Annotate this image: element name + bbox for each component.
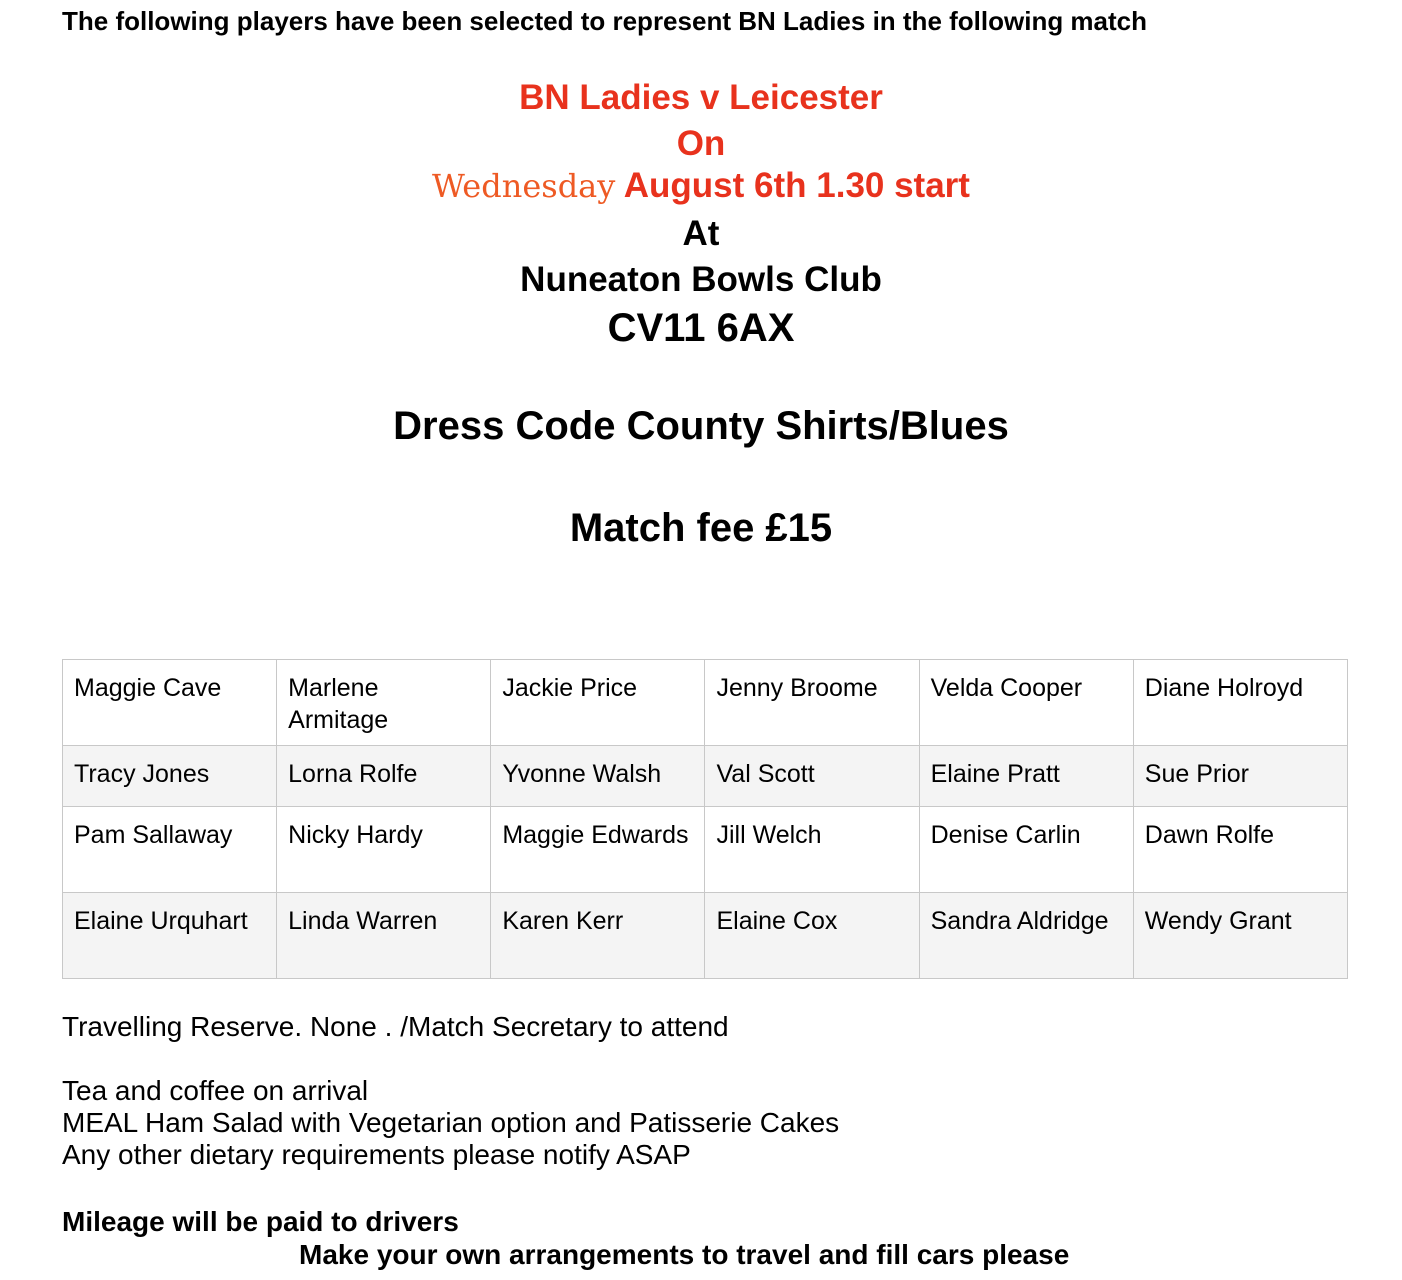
table-row: [63, 807, 1348, 893]
mileage-note: Mileage will be paid to drivers: [62, 1206, 459, 1237]
travel-note: Make your own arrangements to travel and fill cars please: [299, 1239, 1070, 1270]
player-cell: Elaine Cox: [705, 893, 919, 979]
catering-meal: MEAL Ham Salad with Vegetarian option and Patisserie Cakes: [62, 1107, 840, 1138]
player-cell: Nicky Hardy: [277, 807, 491, 893]
table-row: [63, 660, 1348, 746]
table-row: [63, 893, 1348, 979]
player-cell: Lorna Rolfe: [277, 746, 491, 807]
match-fee: Match fee £15: [569, 506, 833, 550]
fixture-on: On: [676, 124, 726, 163]
player-cell: Diane Holroyd: [1133, 660, 1347, 746]
players-table: [62, 659, 1348, 979]
dress-code: Dress Code County Shirts/Blues: [393, 404, 1009, 448]
player-cell: Yvonne Walsh: [491, 746, 705, 807]
player-cell: Maggie Edwards: [491, 807, 705, 893]
player-cell: Wendy Grant: [1133, 893, 1347, 979]
catering-dietary: Any other dietary requirements please notify ASAP: [62, 1139, 691, 1170]
catering-tea: Tea and coffee on arrival: [62, 1075, 369, 1106]
player-cell: Velda Cooper: [919, 660, 1133, 746]
intro-text: The following players have been selected to represent BN Ladies in the following match: [62, 6, 1148, 36]
venue-postcode: CV11 6AX: [607, 306, 795, 350]
player-cell: Jackie Price: [491, 660, 705, 746]
table-row: [63, 746, 1348, 807]
fixture-title: BN Ladies v Leicester: [519, 78, 883, 117]
reserve-note: Travelling Reserve. None . /Match Secretary to attend: [62, 1011, 729, 1042]
player-cell: Marlene Armitage: [277, 660, 491, 746]
player-cell: Karen Kerr: [491, 893, 705, 979]
fixture-at: At: [682, 214, 720, 253]
player-cell: Jill Welch: [705, 807, 919, 893]
player-cell: Pam Sallaway: [63, 807, 277, 893]
player-cell: Elaine Pratt: [919, 746, 1133, 807]
player-cell: Val Scott: [705, 746, 919, 807]
player-cell: Tracy Jones: [63, 746, 277, 807]
player-cell: Dawn Rolfe: [1133, 807, 1347, 893]
player-cell: Maggie Cave: [63, 660, 277, 746]
fixture-date-time: August 6th 1.30 start: [623, 166, 970, 205]
fixture-weekday: Wednesday: [432, 167, 616, 205]
player-cell: Elaine Urquhart: [63, 893, 277, 979]
player-cell: Jenny Broome: [705, 660, 919, 746]
player-cell: Sandra Aldridge: [919, 893, 1133, 979]
fixture-date: [0, 166, 1402, 206]
venue-name: Nuneaton Bowls Club: [520, 260, 882, 299]
player-cell: Linda Warren: [277, 893, 491, 979]
player-cell: Sue Prior: [1133, 746, 1347, 807]
player-cell: Denise Carlin: [919, 807, 1133, 893]
